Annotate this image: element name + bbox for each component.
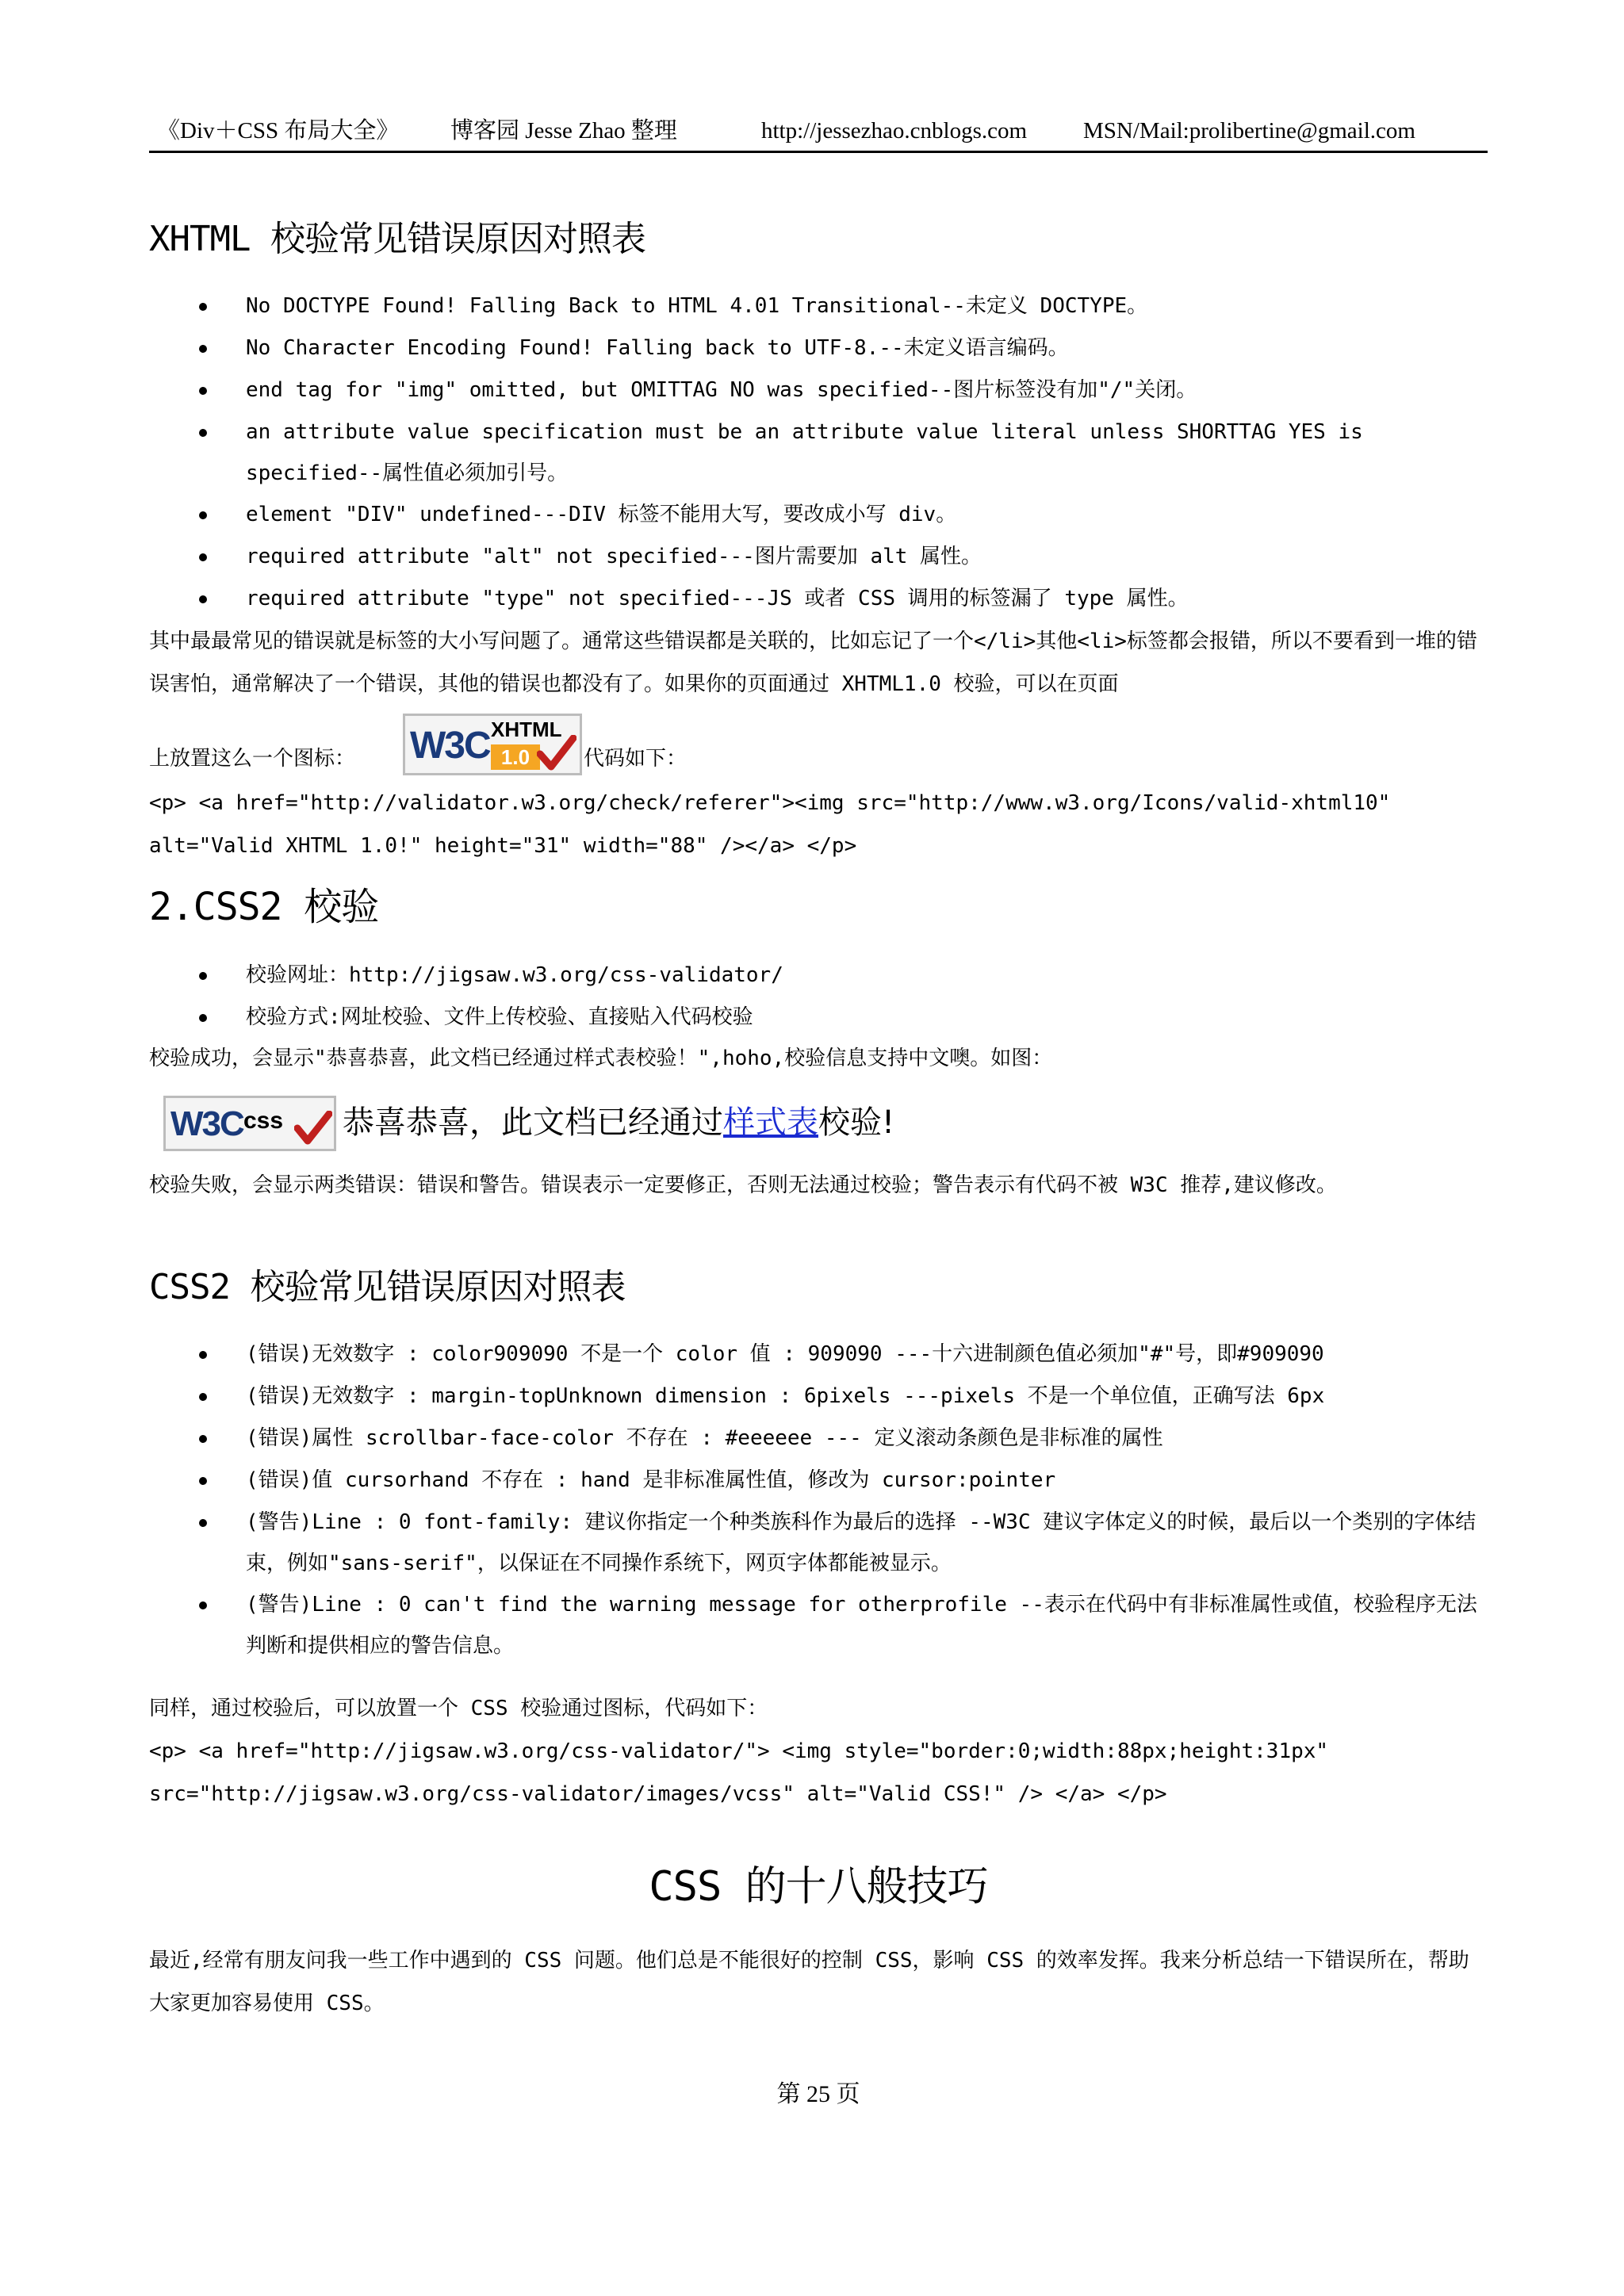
badge-suffix-text: 代码如下： bbox=[584, 747, 688, 771]
w3c-xhtml-badge-icon: W3C XHTML 1.0 bbox=[403, 714, 582, 775]
bullet-icon bbox=[199, 595, 207, 603]
list-item: required attribute "type" not specified---JS 或者 CSS 调用的标签漏了 type 属性。 bbox=[149, 578, 1488, 620]
list-item: (错误)无效数字 : margin-topUnknown dimension : 6pixels ---pixels 不是一个单位值，正确写法 6px bbox=[149, 1376, 1488, 1418]
css2-info-list bbox=[149, 955, 1488, 1039]
section-heading-css2: 2.CSS2 校验 bbox=[149, 885, 379, 929]
bullet-icon bbox=[199, 387, 207, 395]
bullet-icon bbox=[199, 303, 207, 311]
paragraph-css-fail: 校验失败，会显示两类错误：错误和警告。错误表示一定要修正，否则无法通过校验；警告表示有代码不被 W3C 推荐,建议修改。 bbox=[149, 1173, 1337, 1197]
css2-error-list bbox=[149, 1334, 1488, 1667]
list-item: (错误)值 cursorhand 不存在 : hand 是非标准属性值，修改为 cursor:pointer bbox=[149, 1460, 1488, 1502]
list-item: (警告)Line : 0 can't find the warning message for otherprofile --表示在代码中有非标准属性或值，校验程序无法判断和提供相应的警告信息。 bbox=[149, 1584, 1488, 1667]
chapter-heading-css-tips: CSS 的十八般技巧 bbox=[649, 1863, 988, 1911]
bullet-icon bbox=[199, 345, 207, 353]
stylesheet-link[interactable]: 样式表 bbox=[723, 1104, 818, 1141]
list-item: (错误)属性 scrollbar-face-color 不存在 : #eeeeee --- 定义滚动条颜色是非标准的属性 bbox=[149, 1418, 1488, 1460]
bullet-icon bbox=[199, 1393, 207, 1401]
paragraph-css-tips-intro: 最近,经常有朋友问我一些工作中遇到的 CSS 问题。他们总是不能很好的控制 CSS，影响 CSS 的效率发挥。我来分析总结一下错误所在，帮助大家更加容易使用 CSS。 bbox=[149, 1949, 1469, 2015]
bullet-icon bbox=[199, 429, 207, 437]
header-author: 博客园 Jesse Zhao 整理 bbox=[450, 118, 677, 144]
paragraph-css-badge-note: 同样，通过校验后，可以放置一个 CSS 校验通过图标，代码如下： bbox=[149, 1697, 768, 1720]
paragraph-xhtml-note: 其中最最常见的错误就是标签的大小写问题了。通常这些错误都是关联的，比如忘记了一个</li>其他<li>标签都会报错，所以不要看到一堆的错误害怕，通常解决了一个错误，其他的错误也都没有了。如果你的页面通过 XHTML1.0 校验，可以在页面 bbox=[149, 629, 1477, 696]
list-item: 校验网址：http://jigsaw.w3.org/css-validator/ bbox=[149, 955, 1488, 997]
css-congrats-message: 恭喜恭喜，此文档已经通过样式表校验! bbox=[343, 1104, 895, 1141]
xhtml-error-list bbox=[149, 285, 1488, 620]
code-css-line1: <p> <a href="http://jigsaw.w3.org/css-validator/"> <img style="border:0;width:88px;height:31px" bbox=[149, 1739, 1329, 1763]
badge-prefix-text: 上放置这么一个图标： bbox=[149, 747, 356, 771]
w3c-css-badge-icon: W3C css bbox=[163, 1096, 336, 1151]
bullet-icon bbox=[199, 1519, 207, 1527]
list-item: element "DIV" undefined---DIV 标签不能用大写，要改成小写 div。 bbox=[149, 494, 1488, 536]
header-book-title: 《Div＋CSS 布局大全》 bbox=[157, 118, 400, 144]
section-heading-css2-errors: CSS2 校验常见错误原因对照表 bbox=[149, 1267, 626, 1307]
section-heading-xhtml-errors: XHTML 校验常见错误原因对照表 bbox=[149, 219, 645, 259]
list-item: end tag for "img" omitted, but OMITTAG NO was specified--图片标签没有加"/"关闭。 bbox=[149, 369, 1488, 411]
bullet-icon bbox=[199, 1601, 207, 1609]
bullet-icon bbox=[199, 1014, 207, 1022]
bullet-icon bbox=[199, 972, 207, 980]
list-item: (警告)Line : 0 font-family: 建议你指定一个种类族科作为最后的选择 --W3C 建议字体定义的时候，最后以一个类别的字体结束，例如"sans-serif"，以保证在不同操作系统下，网页字体都能被显示。 bbox=[149, 1502, 1488, 1584]
code-css-line2: src="http://jigsaw.w3.org/css-validator/images/vcss" alt="Valid CSS!" /> </a> </p> bbox=[149, 1782, 1167, 1806]
code-xhtml-line1: <p> <a href="http://validator.w3.org/check/referer"><img src="http://www.w3.org/Icons/valid-xhtml10" bbox=[149, 791, 1391, 815]
list-item: No DOCTYPE Found! Falling Back to HTML 4.01 Transitional--未定义 DOCTYPE。 bbox=[149, 285, 1488, 327]
list-item: 校验方式:网址校验、文件上传校验、直接贴入代码校验 bbox=[149, 997, 1488, 1039]
list-item: No Character Encoding Found! Falling back to UTF-8.--未定义语言编码。 bbox=[149, 327, 1488, 369]
list-item: required attribute "alt" not specified---图片需要加 alt 属性。 bbox=[149, 536, 1488, 578]
code-xhtml-line2: alt="Valid XHTML 1.0!" height="31" width="88" /></a> </p> bbox=[149, 834, 857, 858]
list-item: (错误)无效数字 : color909090 不是一个 color 值 : 909090 ---十六进制颜色值必须加"#"号，即#909090 bbox=[149, 1334, 1488, 1376]
bullet-icon bbox=[199, 1477, 207, 1485]
page-header bbox=[149, 112, 1488, 153]
check-mark-icon bbox=[294, 1111, 332, 1146]
check-mark-icon bbox=[537, 735, 576, 771]
page-number: 第 25 页 bbox=[776, 2081, 860, 2107]
paragraph-css-success: 校验成功，会显示"恭喜恭喜，此文档已经通过样式表校验！",hoho,校验信息支持中文噢。如图： bbox=[149, 1047, 1053, 1070]
bullet-icon bbox=[199, 1351, 207, 1359]
header-contact: MSN/Mail:prolibertine@gmail.com bbox=[1083, 118, 1415, 144]
bullet-icon bbox=[199, 1435, 207, 1443]
list-item: an attribute value specification must be an attribute value literal unless SHORTTAG YES is specified--属性值必须加引号。 bbox=[149, 411, 1488, 494]
bullet-icon bbox=[199, 511, 207, 519]
document-page bbox=[149, 0, 1488, 2296]
header-url: http://jessezhao.cnblogs.com bbox=[761, 118, 1028, 144]
bullet-icon bbox=[199, 553, 207, 561]
